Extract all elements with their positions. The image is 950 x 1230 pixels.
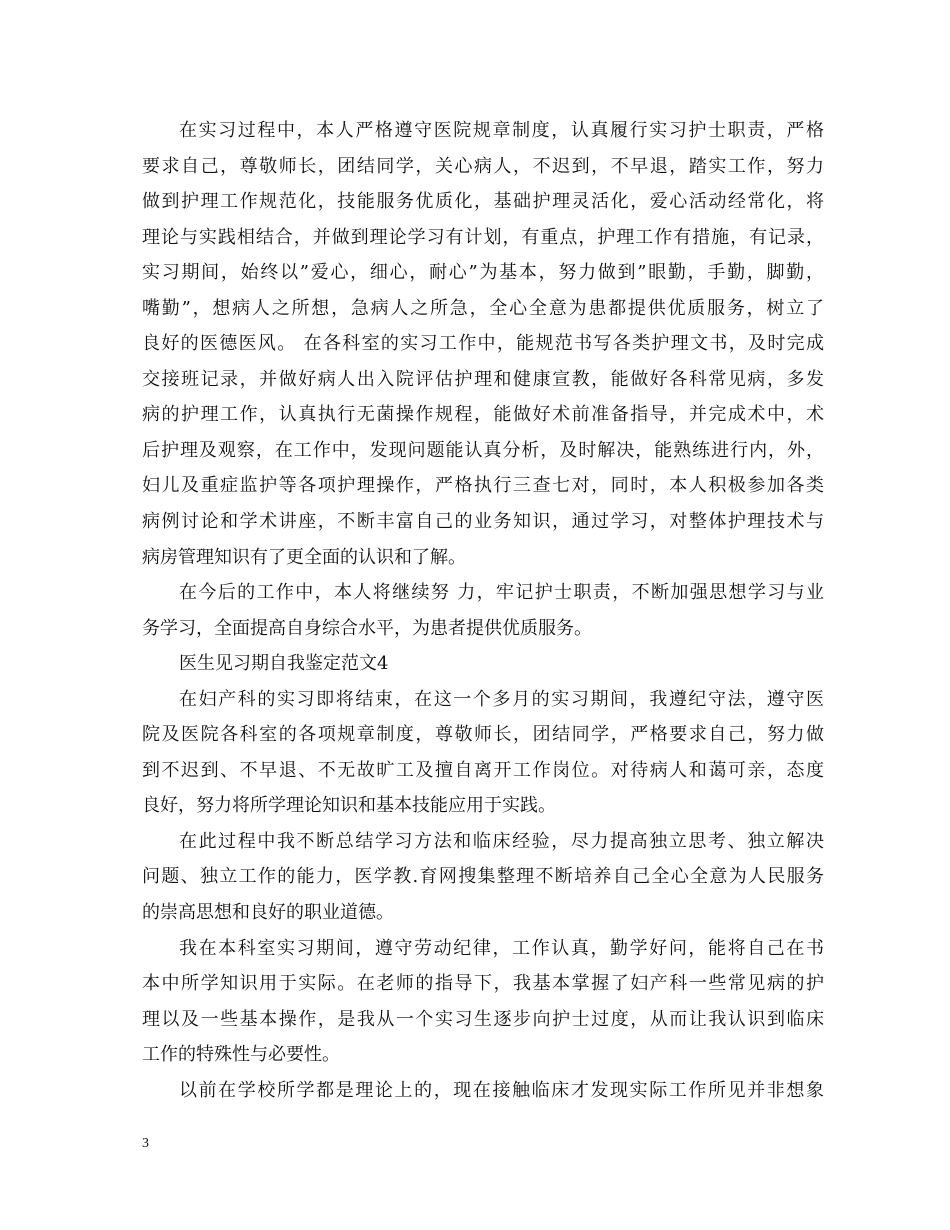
- text-line: 在实习过程中，本人严格遵守医院规章制度，认真履行实习护士职责，严格: [179, 120, 824, 141]
- text-line: 在此过程中我不断总结学习方法和临床经验，尽力提高独立思考、独立解决: [179, 830, 824, 852]
- text-line: 到不迟到、不早退、不无故旷工及擅自离开工作岗位。对待病人和蔼可亲，态度: [142, 759, 824, 781]
- text-line: 在今后的工作中，本人将继续努 力，牢记护士职责，不断加强思想学习与业: [179, 582, 824, 604]
- text-line: 嘴勤”，想病人之所想，急病人之所急，全心全意为患都提供优质服务，树立了: [142, 297, 824, 319]
- text-line: 实习期间，始终以”爱心，细心，耐心”为基本，努力做到”眼勤，手勤，脚勤，: [142, 262, 824, 284]
- text-line: 良好的医德医风。 在各科室的实习工作中，能规范书写各类护理文书，及时完成: [142, 333, 824, 355]
- text-line: 我在本科室实习期间，遵守劳动纪律，工作认真，勤学好问，能将自己在书: [179, 937, 824, 959]
- text-line: 妇儿及重症监护等各项护理操作，严格执行三查七对，同时，本人积极参加各类: [142, 475, 824, 497]
- text-line: 病房管理知识有了更全面的认识和了解。: [142, 546, 466, 568]
- document-body: [142, 113, 824, 1108]
- text-line: 做到护理工作规范化，技能服务优质化，基础护理灵活化，爱心活动经常化，将: [142, 191, 824, 213]
- text-line: 以前在学校所学都是理论上的，现在接触临床才发现实际工作所见并非想象: [179, 1079, 824, 1101]
- text-line: 病的护理工作，认真执行无菌操作规程，能做好术前准备指导，并完成术中，术: [142, 404, 824, 426]
- page-number: 3: [142, 1136, 149, 1151]
- text-line: 工作的特殊性与必要性。: [142, 1044, 340, 1066]
- text-line: 院及医院各科室的各项规章制度，尊敬师长，团结同学，严格要求自己，努力做: [142, 724, 824, 746]
- text-line: 交接班记录，并做好病人出入院评估护理和健康宣教，能做好各科常见病，多发: [142, 368, 824, 390]
- text-line: 的崇高思想和良好的职业道德。: [142, 902, 394, 924]
- text-line: 后护理及观察，在工作中，发现问题能认真分析，及时解决，能熟练进行内，外，: [142, 439, 824, 461]
- text-line: 理论与实践相结合，并做到理论学习有计划，有重点，护理工作有措施，有记录，: [142, 226, 824, 248]
- text-line: 良好，努力将所学理论知识和基本技能应用于实践。: [142, 795, 556, 817]
- text-line: 本中所学知识用于实际。在老师的指导下，我基本掌握了妇产科一些常见病的护: [142, 973, 824, 995]
- text-line: 问题、独立工作的能力，医学教.育网搜集整理不断培养自己全心全意为人民服务: [142, 866, 824, 888]
- text-line: 理以及一些基本操作，是我从一个实习生逐步向护士过度，从而让我认识到临床: [142, 1008, 824, 1030]
- text-line: 要求自己，尊敬师长，团结同学，关心病人，不迟到，不早退，踏实工作，努力: [142, 155, 824, 177]
- section-heading: 医生见习期自我鉴定范文4: [179, 653, 389, 675]
- text-line: 病例讨论和学术讲座，不断丰富自己的业务知识，通过学习，对整体护理技术与: [142, 511, 824, 533]
- text-line: 在妇产科的实习即将结束，在这一个多月的实习期间，我遵纪守法，遵守医: [179, 688, 824, 710]
- text-line: 务学习，全面提高自身综合水平，为患者提供优质服务。: [142, 617, 592, 639]
